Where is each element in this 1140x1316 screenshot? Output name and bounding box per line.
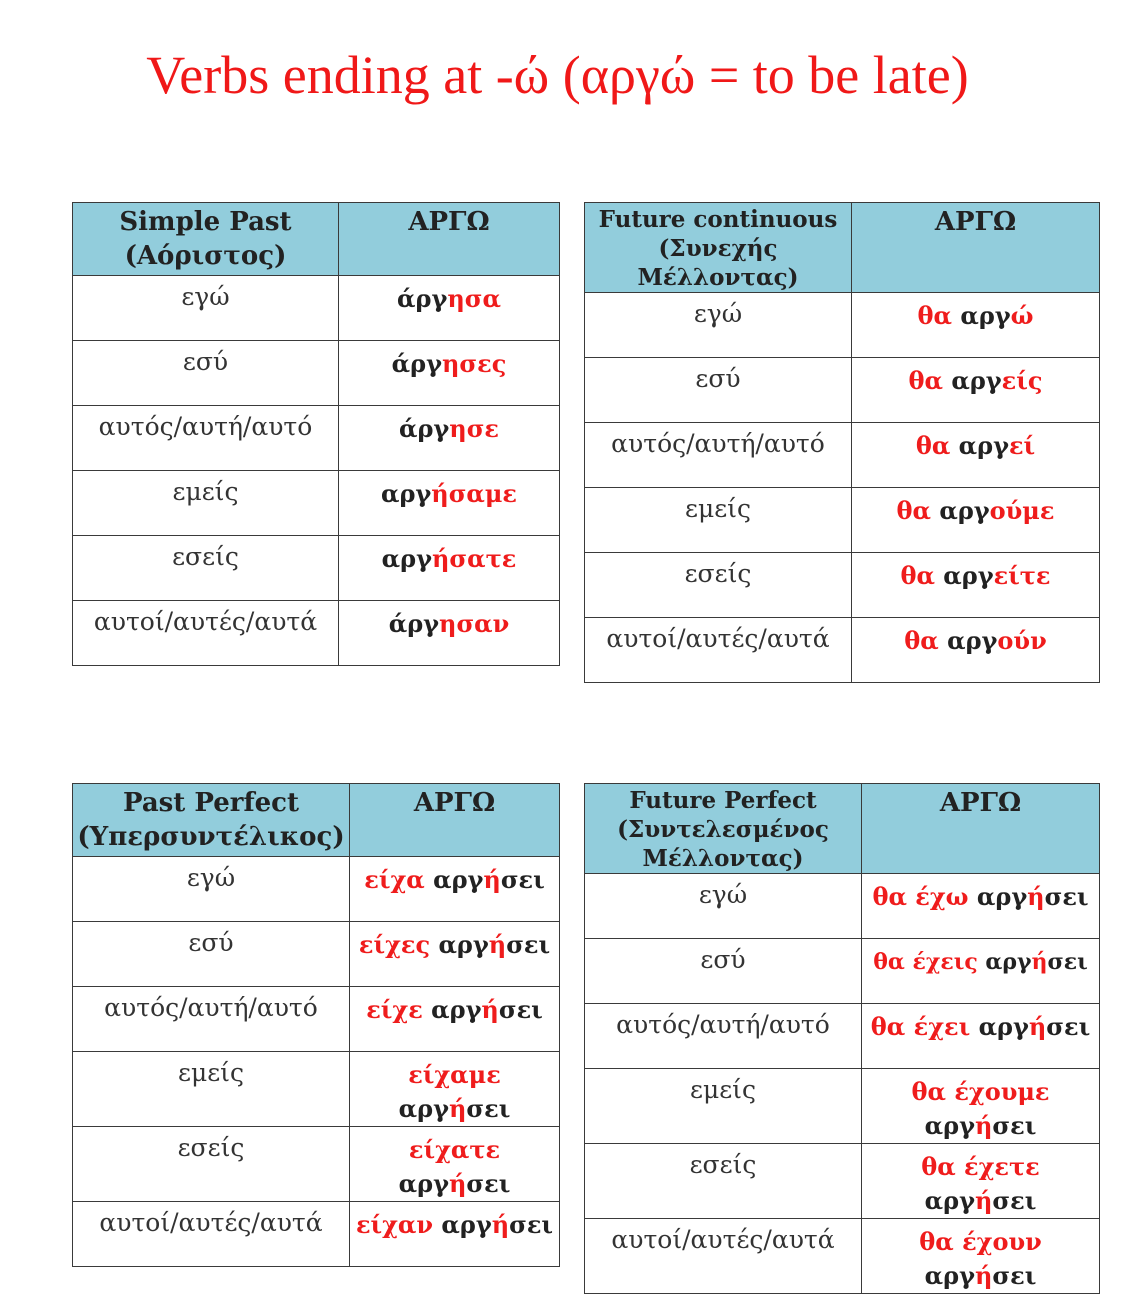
- table-body: [585, 874, 1100, 1294]
- tense-greek-name-cont: Μέλλοντας): [642, 845, 804, 872]
- verb-form-cell: [862, 939, 1100, 1004]
- verb-stem: άργ: [388, 609, 439, 638]
- table-row: [585, 358, 1100, 423]
- verb-form-cell: [862, 1144, 1100, 1219]
- verb-ending: είτε: [993, 561, 1051, 590]
- table-row: [73, 1202, 560, 1267]
- auxiliary-verb: θα έχει: [870, 1012, 971, 1041]
- verb-form-cell: [350, 1202, 560, 1267]
- table-row: [73, 406, 560, 471]
- table-row: [585, 1004, 1100, 1069]
- verb-form-cell: [339, 341, 560, 406]
- tense-name: Simple Past: [119, 207, 292, 237]
- pronoun-cell: εμείς: [585, 488, 852, 553]
- table-body: [73, 857, 560, 1267]
- future-perfect-table: [584, 783, 1100, 1294]
- pronoun-cell: εμείς: [73, 1052, 350, 1127]
- verb-ending: ώ: [1010, 301, 1034, 330]
- table-row: [73, 1127, 560, 1202]
- verb-stem: αργ: [398, 1094, 449, 1123]
- verb-stem: αργ: [939, 496, 990, 525]
- table-row: [585, 939, 1100, 1004]
- auxiliary-verb: είχε: [366, 995, 423, 1024]
- table-row: [585, 874, 1100, 939]
- auxiliary-verb: είχαμε: [408, 1060, 501, 1089]
- table-body: [585, 293, 1100, 683]
- verb-form-cell: [350, 1127, 560, 1202]
- table-row: [585, 553, 1100, 618]
- table-row: [585, 488, 1100, 553]
- pronoun-cell: εγώ: [585, 874, 862, 939]
- table-row: [73, 601, 560, 666]
- verb-stem: άργ: [397, 284, 448, 313]
- tense-name: Future Perfect: [629, 787, 817, 814]
- verb-form-cell: [339, 601, 560, 666]
- verb-stem: αργ: [431, 995, 482, 1024]
- verb-form-cell: [350, 987, 560, 1052]
- verb-stem: άργ: [398, 414, 450, 443]
- verb-ending: ή: [448, 1169, 467, 1198]
- verb-tail: σει: [992, 1261, 1037, 1290]
- table-header-row: [73, 203, 560, 276]
- pronoun-cell: αυτός/αυτή/αυτό: [73, 406, 339, 471]
- future-particle: θα: [896, 496, 931, 525]
- verb-stem: αργ: [438, 930, 489, 959]
- verb-ending: ή: [974, 1261, 993, 1290]
- verb-form-cell: [862, 874, 1100, 939]
- verb-stem: αργ: [380, 479, 432, 508]
- verb-form-cell: [852, 358, 1100, 423]
- verb-ending: ούμε: [989, 496, 1055, 525]
- pronoun-cell: αυτός/αυτή/αυτό: [585, 423, 852, 488]
- tense-name: Past Perfect: [122, 788, 300, 818]
- auxiliary-verb: είχατε: [408, 1135, 501, 1164]
- verb-form-cell: [852, 423, 1100, 488]
- future-continuous-table: [584, 202, 1100, 683]
- tense-name: Future continuous: [598, 206, 838, 233]
- future-particle: θα: [904, 626, 939, 655]
- pronoun-cell: εγώ: [73, 857, 350, 922]
- verb-stem: αργ: [951, 366, 1002, 395]
- verb-stem: αργ: [924, 1111, 975, 1140]
- verb-ending: είς: [1001, 366, 1043, 395]
- verb-ending: ή: [488, 930, 507, 959]
- tense-header: [585, 203, 852, 293]
- table-row: [585, 1144, 1100, 1219]
- verb-ending: ή: [1031, 949, 1048, 975]
- auxiliary-verb: είχαν: [355, 1210, 434, 1239]
- verb-ending: ησαν: [439, 609, 510, 638]
- tense-greek-name: (Υπερσυντέλικος): [77, 822, 345, 852]
- verb-ending: εί: [1008, 431, 1036, 460]
- verb-form-cell: [350, 1052, 560, 1127]
- verb-ending: ησες: [441, 349, 507, 378]
- verb-header: ΑΡΓΩ: [339, 203, 560, 276]
- pronoun-cell: αυτός/αυτή/αυτό: [73, 987, 350, 1052]
- verb-ending: ήσατε: [431, 544, 517, 573]
- pronoun-cell: εσύ: [73, 341, 339, 406]
- table-row: [73, 987, 560, 1052]
- verb-ending: ή: [974, 1111, 993, 1140]
- auxiliary-verb: είχα: [364, 865, 425, 894]
- table-body: [73, 276, 560, 666]
- verb-stem: αργ: [441, 1210, 492, 1239]
- verb-ending: ησα: [447, 284, 501, 313]
- verb-form-cell: [862, 1069, 1100, 1144]
- verb-stem: άργ: [391, 349, 442, 378]
- pronoun-cell: εμείς: [73, 471, 339, 536]
- verb-stem: αργ: [433, 865, 484, 894]
- table-row: [73, 341, 560, 406]
- auxiliary-verb: θα έχω: [872, 882, 969, 911]
- verb-tail: σει: [1046, 1012, 1091, 1041]
- auxiliary-verb: είχες: [358, 930, 431, 959]
- pronoun-cell: εμείς: [585, 1069, 862, 1144]
- verb-tail: σει: [992, 1186, 1037, 1215]
- verb-ending: ή: [448, 1094, 467, 1123]
- table-row: [585, 618, 1100, 683]
- verb-ending: ησε: [449, 414, 499, 443]
- verb-tail: σει: [509, 1210, 554, 1239]
- table-header-row: [585, 784, 1100, 874]
- verb-tail: σει: [466, 1094, 511, 1123]
- pronoun-cell: εγώ: [585, 293, 852, 358]
- pronoun-cell: εσύ: [585, 939, 862, 1004]
- verb-form-cell: [852, 293, 1100, 358]
- auxiliary-verb: θα έχετε: [921, 1152, 1040, 1181]
- verb-tail: σει: [466, 1169, 511, 1198]
- tense-greek-name: (Συνεχής Μέλλοντας): [637, 235, 799, 291]
- verb-ending: ή: [1027, 882, 1045, 911]
- verb-form-cell: [852, 618, 1100, 683]
- verb-form-cell: [339, 471, 560, 536]
- table-row: [73, 922, 560, 987]
- verb-tail: σει: [500, 865, 545, 894]
- pronoun-cell: εσείς: [73, 536, 339, 601]
- pronoun-cell: αυτοί/αυτές/αυτά: [73, 601, 339, 666]
- verb-stem: αργ: [960, 301, 1011, 330]
- verb-form-cell: [350, 922, 560, 987]
- verb-stem: αργ: [924, 1186, 975, 1215]
- tense-header: [585, 784, 862, 874]
- pronoun-cell: αυτοί/αυτές/αυτά: [585, 1219, 862, 1294]
- pronoun-cell: αυτοί/αυτές/αυτά: [73, 1202, 350, 1267]
- table-row: [585, 423, 1100, 488]
- verb-form-cell: [852, 553, 1100, 618]
- future-particle: θα: [917, 301, 952, 330]
- simple-past-table: [72, 202, 560, 666]
- table-row: [73, 471, 560, 536]
- pronoun-cell: εγώ: [73, 276, 339, 341]
- verb-stem: αργ: [924, 1261, 975, 1290]
- verb-form-cell: [339, 276, 560, 341]
- auxiliary-verb: θα έχουν: [919, 1227, 1042, 1256]
- verb-stem: αργ: [958, 431, 1009, 460]
- verb-stem: αργ: [943, 561, 994, 590]
- verb-tail: σει: [1044, 882, 1089, 911]
- auxiliary-verb: θα έχουμε: [911, 1077, 1050, 1106]
- pronoun-cell: αυτοί/αυτές/αυτά: [585, 618, 852, 683]
- verb-stem: αργ: [985, 949, 1032, 975]
- verb-ending: ή: [491, 1210, 510, 1239]
- tense-header: [73, 784, 350, 857]
- verb-header: ΑΡΓΩ: [350, 784, 560, 857]
- future-particle: θα: [900, 561, 935, 590]
- tense-greek-name: (Αόριστος): [124, 241, 287, 271]
- table-row: [585, 293, 1100, 358]
- verb-ending: ή: [481, 995, 499, 1024]
- verb-form-cell: [862, 1219, 1100, 1294]
- verb-ending: ή: [974, 1186, 993, 1215]
- verb-form-cell: [339, 406, 560, 471]
- pronoun-cell: αυτός/αυτή/αυτό: [585, 1004, 862, 1069]
- verb-tail: σει: [506, 930, 551, 959]
- past-perfect-table: [72, 783, 560, 1267]
- verb-stem: αργ: [381, 544, 432, 573]
- table-header-row: [585, 203, 1100, 293]
- pronoun-cell: εσείς: [585, 1144, 862, 1219]
- table-row: [585, 1069, 1100, 1144]
- verb-form-cell: [862, 1004, 1100, 1069]
- verb-stem: αργ: [398, 1169, 449, 1198]
- verb-tail: σει: [992, 1111, 1037, 1140]
- table-header-row: [73, 784, 560, 857]
- future-particle: θα: [915, 431, 951, 460]
- table-row: [73, 857, 560, 922]
- future-particle: θα: [908, 366, 943, 395]
- pronoun-cell: εσείς: [73, 1127, 350, 1202]
- table-row: [73, 536, 560, 601]
- auxiliary-verb: θα έχεις: [873, 949, 978, 975]
- verb-form-cell: [852, 488, 1100, 553]
- tense-greek-name: (Συντελεσμένος: [617, 816, 829, 843]
- pronoun-cell: εσύ: [73, 922, 350, 987]
- table-row: [73, 276, 560, 341]
- verb-header: ΑΡΓΩ: [862, 784, 1100, 874]
- verb-ending: ή: [483, 865, 501, 894]
- verb-stem: αργ: [947, 626, 998, 655]
- pronoun-cell: εσείς: [585, 553, 852, 618]
- verb-stem: αργ: [978, 1012, 1029, 1041]
- verb-header: ΑΡΓΩ: [852, 203, 1100, 293]
- verb-stem: αργ: [976, 882, 1028, 911]
- verb-ending: ήσαμε: [431, 479, 518, 508]
- verb-form-cell: [339, 536, 560, 601]
- verb-form-cell: [350, 857, 560, 922]
- tense-header: [73, 203, 339, 276]
- verb-ending: ούν: [997, 626, 1047, 655]
- verb-ending: ή: [1028, 1012, 1047, 1041]
- table-row: [585, 1219, 1100, 1294]
- verb-tail: σει: [1047, 949, 1088, 975]
- page-title: Verbs ending at -ώ (αργώ = to be late): [146, 45, 969, 105]
- verb-tail: σει: [498, 995, 543, 1024]
- table-row: [73, 1052, 560, 1127]
- pronoun-cell: εσύ: [585, 358, 852, 423]
